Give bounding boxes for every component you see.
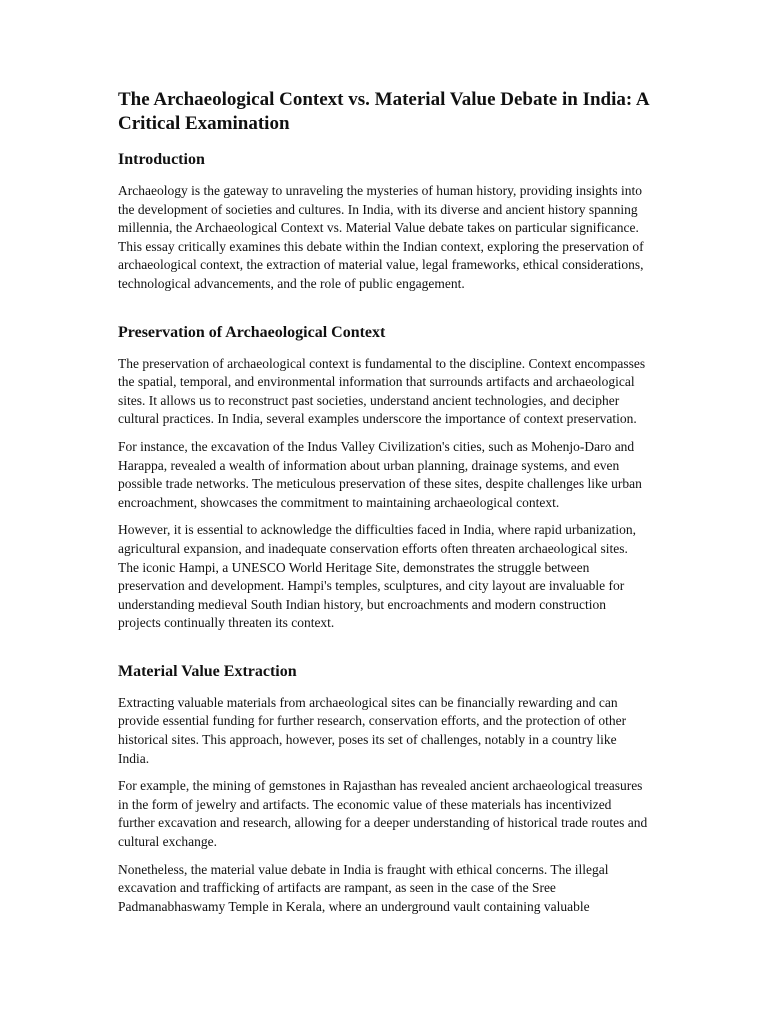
- section-introduction: [118, 150, 650, 294]
- section-heading: Preservation of Archaeological Context: [118, 323, 386, 341]
- document-title: The Archaeological Context vs. Material Value Debate in India: A Critical Examination: [118, 89, 649, 134]
- paragraph: However, it is essential to acknowledge the difficulties faced in India, where rapid urbanization, agricultural expansion, and inadequate conservation efforts often threaten archaeological sites. The iconic Hampi, a UNESCO World Heritage Site, demonstrates the struggle between preservation and development. Hampi's temples, sculptures, and city layout are invaluable for understanding medieval South Indian history, but encroachments and modern construction projects continually threaten its context.: [118, 522, 637, 631]
- section-preservation-of-archaeological-context: [118, 323, 650, 633]
- paragraph: Nonetheless, the material value debate in India is fraught with ethical concerns. The illegal excavation and trafficking of artifacts are rampant, as seen in the case of the Sree Padmanabhaswamy Temple in Kerala, where an underground vault containing valuable: [118, 861, 609, 914]
- section-material-value-extraction: [118, 662, 650, 917]
- section-heading: Introduction: [118, 151, 205, 168]
- paragraph: Archaeology is the gateway to unraveling the mysteries of human history, providing insights into the development of societies and cultures. In India, with its diverse and ancient history spanning millennia, the Archaeological Context vs. Material Value debate takes on particular significance. This essay critically examines this debate within the Indian context, exploring the preservation of archaeological context, the extraction of material value, legal frameworks, ethical considerations, technological advancements, and the role of public engagement.: [118, 183, 644, 291]
- paragraph: The preservation of archaeological context is fundamental to the discipline. Context encompasses the spatial, temporal, and environmental information that surrounds artifacts and archaeological sites. It allows us to reconstruct past societies, understand ancient technologies, and decipher cultural practices. In India, several examples underscore the importance of context preservation.: [118, 355, 646, 427]
- paragraph: For instance, the excavation of the Indus Valley Civilization's cities, such as Mohenjo-Daro and Harappa, revealed a wealth of information about urban planning, drainage systems, and even possible trade networks. The meticulous preservation of these sites, despite challenges like urban encroachment, showcases the commitment to maintaining archaeological context.: [118, 438, 642, 510]
- section-heading: Material Value Extraction: [118, 662, 297, 680]
- paragraph: Extracting valuable materials from archaeological sites can be financially rewarding and can provide essential funding for further research, conservation efforts, and the protection of other historical sites. This approach, however, poses its set of challenges, notably in a country like India.: [118, 694, 627, 766]
- paragraph: For example, the mining of gemstones in Rajasthan has revealed ancient archaeological treasures in the form of jewelry and artifacts. The economic value of these materials has incentivized further excavation and research, allowing for a deeper understanding of historical trade routes and cultural exchange.: [118, 778, 648, 850]
